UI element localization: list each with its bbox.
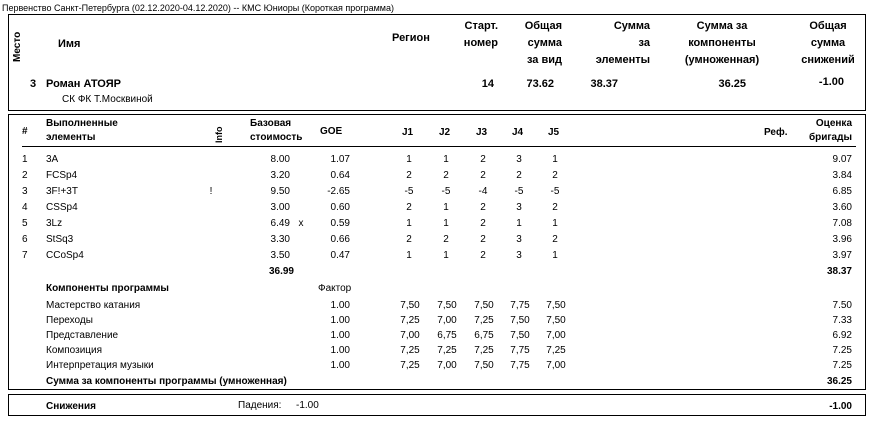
component-judge-1-mark: 7,50 [400, 300, 420, 311]
component-judge-2-mark: 6,75 [437, 330, 457, 341]
component-name: Мастерство катания [46, 300, 141, 311]
component-row [0, 343, 874, 358]
name-header: Имя [58, 38, 81, 50]
element-row [0, 184, 874, 199]
region-header: Регион [392, 32, 430, 44]
element-score: 3.97 [832, 250, 852, 261]
component-row [0, 328, 874, 343]
element-goe: 0.66 [330, 234, 350, 245]
element-goe: 1.07 [330, 154, 350, 165]
element-judge-3-score: 2 [480, 250, 486, 261]
component-judge-4-mark: 7,75 [510, 345, 530, 356]
element-judge-2-score: 2 [443, 170, 449, 181]
element-judge-2-score: 1 [443, 154, 449, 165]
element-base-value: 9.50 [270, 186, 290, 197]
element-judge-4-score: 3 [516, 154, 522, 165]
component-factor: 1.00 [330, 360, 350, 371]
skater-components: 36.25 [718, 78, 746, 90]
component-factor: 1.00 [330, 300, 350, 311]
element-goe: 0.64 [330, 170, 350, 181]
element-judge-4-score: 3 [516, 234, 522, 245]
falls-value: -1.00 [296, 400, 319, 411]
component-score: 6.92 [832, 330, 852, 341]
component-row [0, 298, 874, 313]
falls-label: Падения: [238, 400, 282, 411]
skater-total: 73.62 [526, 78, 554, 90]
element-judge-2-score: 1 [443, 202, 449, 213]
component-row [0, 358, 874, 373]
element-row [0, 216, 874, 231]
element-judge-5-score: 1 [552, 250, 558, 261]
component-factor: 1.00 [330, 345, 350, 356]
element-judge-3-score: 2 [480, 202, 486, 213]
executed-elements-header: Выполненные элементы [46, 118, 118, 143]
component-judge-5-mark: 7,00 [546, 360, 566, 371]
base-value-header: Базовая стоимость [250, 118, 303, 143]
element-judge-1-score: 2 [406, 234, 412, 245]
deductions-total-header: Общая сумма снижений [801, 20, 855, 66]
component-factor: 1.00 [330, 330, 350, 341]
element-judge-5-score: 1 [552, 154, 558, 165]
element-score: 6.85 [832, 186, 852, 197]
judge-header-5: J5 [548, 127, 560, 138]
element-score: 9.07 [832, 154, 852, 165]
element-judge-2-score: 1 [443, 250, 449, 261]
component-judge-1-mark: 7,00 [400, 330, 420, 341]
elements-sum-header: Сумма за элементы [595, 20, 650, 66]
deductions-label: Снижения [46, 401, 96, 412]
element-judge-3-score: 2 [480, 218, 486, 229]
element-judge-4-score: 3 [516, 202, 522, 213]
component-judge-1-mark: 7,25 [400, 360, 420, 371]
num-header: # [22, 126, 28, 137]
start-no-header: Старт. номер [463, 20, 498, 49]
component-judge-2-mark: 7,25 [437, 345, 457, 356]
component-judge-4-mark: 7,75 [510, 300, 530, 311]
components-sum-header: Сумма за компоненты (умноженная) [684, 20, 760, 66]
component-factor: 1.00 [330, 315, 350, 326]
component-judge-3-mark: 6,75 [474, 330, 494, 341]
element-judge-2-score: -5 [441, 186, 451, 197]
element-base-value: 3.30 [270, 234, 290, 245]
component-name: Представление [46, 330, 119, 341]
info-header: Info [214, 126, 224, 143]
element-judge-1-score: 1 [406, 218, 412, 229]
element-number: 5 [22, 218, 28, 229]
component-judge-3-mark: 7,50 [474, 300, 494, 311]
component-judge-3-mark: 7,25 [474, 345, 494, 356]
skater-elements: 38.37 [590, 78, 618, 90]
element-number: 3 [22, 186, 28, 197]
element-judge-3-score: 2 [480, 170, 486, 181]
element-number: 2 [22, 170, 28, 181]
element-name: 3A [46, 154, 59, 165]
panel-score-header: Оценка бригады [808, 118, 852, 143]
element-number: 7 [22, 250, 28, 261]
component-judge-5-mark: 7,00 [546, 330, 566, 341]
component-judge-2-mark: 7,00 [437, 315, 457, 326]
element-number: 1 [22, 154, 28, 165]
element-base-value: 3.50 [270, 250, 290, 261]
elements-base-total: 36.99 [268, 266, 294, 277]
element-base-value: 3.20 [270, 170, 290, 181]
element-judge-4-score: 3 [516, 250, 522, 261]
element-judge-1-score: 2 [406, 170, 412, 181]
component-score: 7.33 [832, 315, 852, 326]
element-judge-5-score: 2 [552, 234, 558, 245]
judge-header-2: J2 [439, 127, 451, 138]
component-judge-4-mark: 7,75 [510, 360, 530, 371]
element-goe: 0.59 [330, 218, 350, 229]
component-name: Композиция [46, 345, 103, 356]
component-score: 7.50 [832, 300, 852, 311]
element-judge-5-score: 2 [552, 170, 558, 181]
element-goe: 0.47 [330, 250, 350, 261]
components-total-label: Сумма за компоненты программы (умноженная) [46, 376, 287, 387]
element-name: CSSp4 [46, 202, 78, 213]
judge-header-1: J1 [402, 127, 414, 138]
element-name: 3Lz [46, 218, 63, 229]
element-judge-3-score: 2 [480, 234, 486, 245]
element-judge-3-score: 2 [480, 154, 486, 165]
element-score: 3.96 [832, 234, 852, 245]
element-info: ! [209, 186, 213, 197]
element-goe: -2.65 [327, 186, 350, 197]
components-total-score: 36.25 [826, 376, 852, 387]
element-base-value: 8.00 [270, 154, 290, 165]
element-score: 3.60 [832, 202, 852, 213]
elements-score-total: 38.37 [826, 266, 852, 277]
element-name: 3F!+3T [46, 186, 78, 197]
element-judge-5-score: 1 [552, 218, 558, 229]
component-judge-1-mark: 7,25 [400, 315, 420, 326]
element-judge-5-score: 2 [552, 202, 558, 213]
element-row [0, 168, 874, 183]
component-score: 7.25 [832, 360, 852, 371]
component-judge-5-mark: 7,50 [546, 300, 566, 311]
deductions-total: -1.00 [829, 401, 852, 412]
element-bonus-mark: x [298, 218, 304, 229]
element-judge-5-score: -5 [550, 186, 560, 197]
element-name: StSq3 [46, 234, 74, 245]
element-judge-1-score: 1 [406, 154, 412, 165]
element-name: FCSp4 [46, 170, 78, 181]
skater-name: Роман АТОЯР [46, 78, 121, 90]
component-judge-5-mark: 7,50 [546, 315, 566, 326]
component-judge-4-mark: 7,50 [510, 330, 530, 341]
element-number: 6 [22, 234, 28, 245]
goe-header: GOE [320, 126, 343, 137]
element-judge-2-score: 1 [443, 218, 449, 229]
element-judge-3-score: -4 [478, 186, 488, 197]
element-judge-4-score: 1 [516, 218, 522, 229]
element-score: 7.08 [832, 218, 852, 229]
element-goe: 0.60 [330, 202, 350, 213]
component-judge-4-mark: 7,50 [510, 315, 530, 326]
element-judge-1-score: 1 [406, 250, 412, 261]
factor-header: Фактор [318, 283, 352, 294]
component-judge-1-mark: 7,25 [400, 345, 420, 356]
referee-header: Реф. [764, 127, 788, 138]
element-name: CCoSp4 [46, 250, 84, 261]
component-name: Переходы [46, 315, 93, 326]
element-judge-4-score: -5 [514, 186, 524, 197]
component-judge-3-mark: 7,50 [474, 360, 494, 371]
component-judge-5-mark: 7,25 [546, 345, 566, 356]
element-judge-1-score: 2 [406, 202, 412, 213]
element-judge-4-score: 2 [516, 170, 522, 181]
elements-header-divider [22, 146, 856, 147]
component-score: 7.25 [832, 345, 852, 356]
component-judge-2-mark: 7,50 [437, 300, 457, 311]
element-row [0, 152, 874, 167]
element-judge-1-score: -5 [404, 186, 414, 197]
component-row [0, 313, 874, 328]
judge-header-4: J4 [512, 127, 524, 138]
element-score: 3.84 [832, 170, 852, 181]
element-judge-2-score: 2 [443, 234, 449, 245]
deductions-box [8, 394, 866, 416]
element-base-value: 3.00 [270, 202, 290, 213]
element-row [0, 232, 874, 247]
element-number: 4 [22, 202, 28, 213]
skater-place: 3 [30, 78, 37, 90]
skater-deductions: -1.00 [818, 76, 844, 88]
total-segment-header: Общая сумма за вид [524, 20, 562, 66]
component-judge-3-mark: 7,25 [474, 315, 494, 326]
place-header: Место [12, 31, 23, 62]
component-judge-2-mark: 7,00 [437, 360, 457, 371]
event-title: Первенство Санкт-Петербурга (02.12.2020-04.12.2020) -- КМС Юниоры (Короткая программа) [2, 3, 394, 13]
element-base-value: 6.49 [270, 218, 290, 229]
skater-club: СК ФК Т.Москвиной [62, 94, 153, 105]
skater-start-no: 14 [481, 78, 494, 90]
component-name: Интерпретация музыки [46, 360, 154, 371]
components-title: Компоненты программы [46, 283, 169, 294]
judge-header-3: J3 [476, 127, 488, 138]
element-row [0, 248, 874, 263]
element-row [0, 200, 874, 215]
